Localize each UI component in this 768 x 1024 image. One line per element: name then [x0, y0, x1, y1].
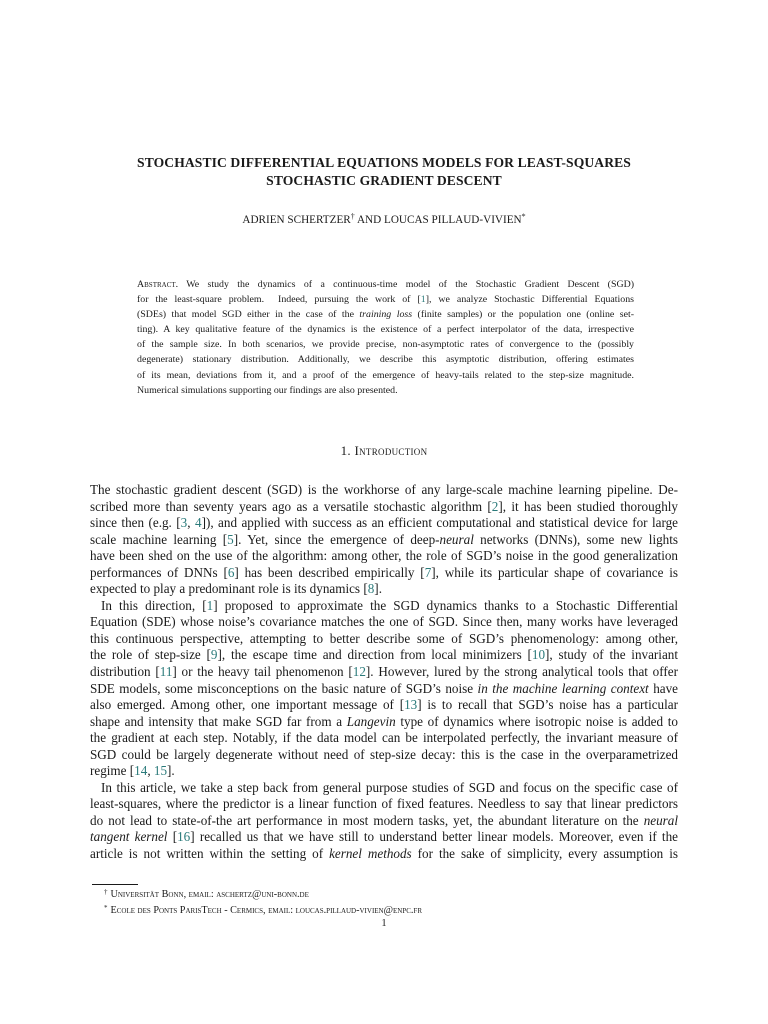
author-2: LOUCAS PILLAUD-VIVIEN — [383, 214, 522, 226]
body-line: In this article, we take a step back from general purpose studies of SGD and focus on the specific case of — [101, 779, 678, 795]
body-line: SGD could be largely degenerate without need of step-size decay: this is the case in the overparametrized — [90, 746, 678, 762]
section-heading — [60, 443, 708, 459]
body-line: scribed more than seventy years ago as a versatile stochastic algorithm [2], it has been studied thoroughly — [90, 498, 679, 514]
citation-link[interactable]: 16 — [177, 829, 191, 845]
emphasized-term: in the machine learning context — [477, 680, 649, 696]
abstract-line: of the sample size. In both scenarios, we provide precise, non-asymptotic rates of convergence to the (possibly — [137, 339, 634, 351]
abstract-line: ting). A key qualitative feature of the dynamics is the existence of a perfect interpolator of the data, irrespective — [137, 324, 634, 336]
body-line: regime [14, 15]. — [90, 763, 175, 779]
emphasized-term: kernel methods — [329, 846, 412, 862]
abstract-line: degenerate) stationary distribution. Additionally, we describe this asymptotic distribution, offering estimates — [137, 354, 634, 366]
body-line: The stochastic gradient descent (SGD) is the workhorse of any large-scale machine learning pipeline. De- — [90, 482, 678, 497]
body-line: scale machine learning [5]. Yet, since the emergence of deep-neural networks (DNNs), some new lights — [90, 531, 679, 547]
footnotes — [104, 887, 422, 919]
citation-link[interactable]: 15 — [153, 763, 168, 779]
body-line: expected to play a predominant role is its dynamics [8]. — [90, 581, 382, 597]
citation-link[interactable]: 1 — [420, 294, 426, 306]
paper-title-line-1: STOCHASTIC DIFFERENTIAL EQUATIONS MODELS FOR LEAST-SQUARES — [137, 155, 631, 170]
footnote-1-mark: † — [104, 888, 108, 896]
introduction-body — [90, 482, 678, 863]
citation-link[interactable]: 4 — [194, 515, 202, 531]
paper-title — [60, 154, 708, 190]
citation-link[interactable]: 2 — [491, 498, 499, 514]
body-line: the role of step-size [9], the escape time and direction from local minimizers [10], study of the invariant — [90, 647, 679, 663]
emphasized-term: tangent kernel — [90, 829, 168, 845]
page-number: 1 — [381, 918, 387, 929]
citation-link[interactable]: 8 — [367, 581, 375, 597]
body-line: the gradient at each step. Notably, if the data model can be interpolated perfectly, the invariant measure of — [90, 730, 678, 746]
section-title: Introduction — [354, 443, 428, 458]
section-number: 1. — [340, 443, 351, 458]
citation-link[interactable]: 13 — [404, 697, 418, 713]
footnote-2-mark: * — [104, 904, 108, 912]
author-1-footnote-mark: † — [350, 212, 355, 221]
citation-link[interactable]: 11 — [159, 664, 173, 680]
emphasized-term: neural — [643, 812, 678, 828]
abstract-line: for the least-square problem. Indeed, pursuing the work of [ — [137, 294, 421, 306]
abstract-line: (SDEs) that model SGD either in the case of the — [137, 309, 360, 321]
author-1: ADRIEN SCHERTZER — [242, 214, 351, 226]
footnote-divider — [92, 884, 138, 885]
abstract-line: Numerical simulations supporting our findings are also presented. — [137, 384, 398, 396]
citation-link[interactable]: 3 — [180, 515, 188, 531]
body-line: Equation (SDE) whose noise’s covariance matches the one of SGD. Since then, many works have leveraged — [90, 614, 678, 630]
body-line: In this direction, [1] proposed to approximate the SGD dynamics thanks to a Stochastic Differential — [101, 597, 678, 613]
citation-link[interactable]: 14 — [134, 763, 148, 779]
author-list — [60, 212, 708, 228]
abstract-emphasis: training loss — [359, 309, 413, 321]
abstract-line: of its mean, deviations from it, and a proof of the emergence of heavy-tails related to the step-size magnitude. — [137, 369, 634, 381]
citation-link[interactable]: 6 — [227, 564, 235, 580]
emphasized-term: neural — [439, 531, 474, 547]
body-line: SDE models, some misconceptions on the basic nature of SGD’s noise in the machine learning context have — [90, 680, 678, 696]
citation-link[interactable]: 5 — [227, 531, 234, 547]
abstract-label: Abstract. — [137, 279, 179, 290]
body-line: performances of DNNs [6] has been described empirically [7], while its particular shape of covariance is — [90, 564, 679, 580]
body-line: since then (e.g. [3, 4]), and applied with success as an efficient computational and statistical device for large — [90, 515, 678, 531]
footnote-2-text: Ecole des Ponts ParisTech - Cermics, email: loucas.pillaud-vivien@enpc.fr — [110, 905, 422, 916]
footnote-1 — [104, 887, 422, 903]
abstract — [137, 277, 634, 398]
citation-link[interactable]: 7 — [424, 564, 432, 580]
body-line: tangent kernel [16] recalled us that we have still to understand better linear models. Moreover, even if the — [90, 829, 678, 845]
abstract-line: ], we analyze Stochastic Differential Equations — [425, 294, 635, 306]
abstract-line: We study the dynamics of a continuous-time model of the Stochastic Gradient Descent (SGD) — [178, 279, 634, 290]
citation-link[interactable]: 9 — [210, 647, 218, 663]
body-line: this continuous perspective, attempting to better describe some of SGD’s phenomenology: among other, — [90, 630, 678, 646]
citation-link[interactable]: 12 — [352, 664, 366, 680]
paper-title-line-2: STOCHASTIC GRADIENT DESCENT — [266, 173, 502, 188]
author-conjunction: AND — [354, 214, 384, 226]
body-line: shape and intensity that make SGD far from a Langevin type of dynamics where isotropic noise is added to — [90, 713, 678, 729]
citation-link[interactable]: 10 — [531, 647, 546, 663]
emphasized-term: Langevin — [346, 713, 396, 729]
body-line: do not lead to state-of-the art performance in most modern tasks, yet, the abundant literature on the neural — [90, 812, 678, 828]
body-line: have been shed on the use of the algorithm: among other, the role of SGD’s noise in the good generalization — [90, 548, 678, 564]
citation-link[interactable]: 1 — [206, 597, 214, 613]
body-line: distribution [11] or the heavy tail phenomenon [12]. However, lured by the strong analytical tools that offer — [90, 664, 678, 680]
abstract-line: (finite samples) or the population one (online set- — [412, 309, 634, 321]
footnote-1-text: Universität Bonn, email: aschertz@uni-bonn.de — [110, 889, 309, 900]
body-line: least-squares, where the predictor is a linear function of fixed features. Needless to say that linear predictors — [90, 796, 678, 812]
body-line: article is not written within the setting of kernel methods for the sake of simplicity, every assumption is — [90, 846, 678, 862]
body-line: also emerged. Among other, one important message of [13] is to recall that SGD’s noise has a particular — [90, 697, 678, 713]
footnote-2 — [104, 903, 422, 919]
author-2-footnote-mark: * — [521, 212, 526, 221]
